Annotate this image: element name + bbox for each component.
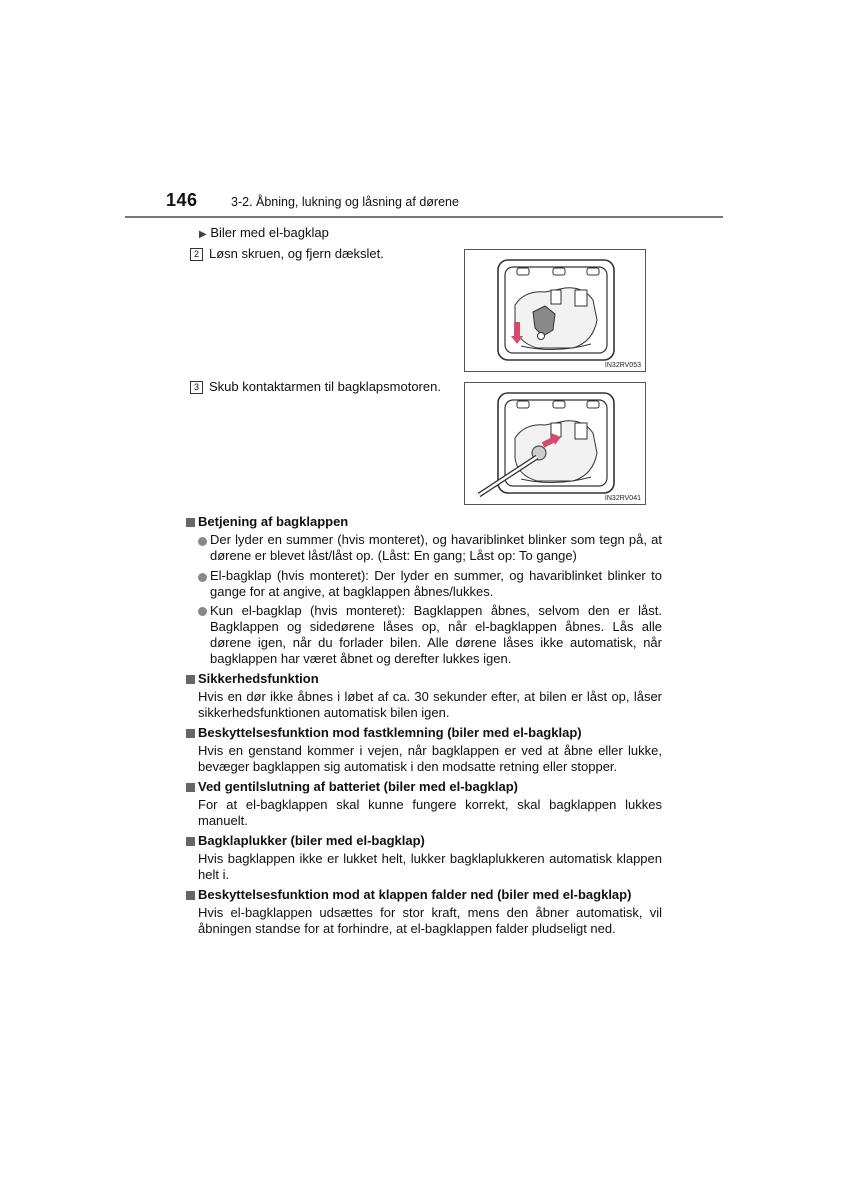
square-bullet-icon bbox=[186, 837, 195, 846]
section-text: Hvis en dør ikke åbnes i løbet af ca. 30 sekunder efter, at bilen er låst op, låser sikkerhedsfunktionen automatisk bilen igen. bbox=[198, 689, 662, 720]
section-heading: Bagklaplukker (biler med el-bagklap) bbox=[198, 833, 425, 848]
header-rule bbox=[125, 216, 723, 218]
bullet-text: El-bagklap (hvis monteret): Der lyder en summer, og havariblinket blinker to gange for at angive, at bagklappen åbnes/lukkes. bbox=[210, 568, 662, 599]
step-number: 3 bbox=[190, 381, 203, 394]
step-2 bbox=[190, 246, 384, 262]
subheading-text: Biler med el-bagklap bbox=[210, 225, 329, 240]
section-text: Hvis bagklappen ikke er lukket helt, lukker bagklaplukkeren automatisk klappen helt i. bbox=[198, 851, 662, 882]
step-text: Skub kontaktarmen til bagklapsmotoren. bbox=[209, 379, 441, 394]
circle-bullet-icon bbox=[198, 573, 207, 582]
section-text: For at el-bagklappen skal kunne fungere korrekt, skal bagklappen lukkes manuelt. bbox=[198, 797, 662, 828]
square-bullet-icon bbox=[186, 518, 195, 527]
step-3 bbox=[190, 379, 441, 395]
square-bullet-icon bbox=[186, 675, 195, 684]
figure-code: IN32RV053 bbox=[604, 362, 641, 369]
section-heading: Beskyttelsesfunktion mod at klappen falder ned (biler med el-bagklap) bbox=[198, 887, 632, 902]
figure-cover-removal bbox=[464, 249, 646, 372]
triangle-right-icon: ▶ bbox=[199, 229, 207, 240]
section-text: Hvis en genstand kommer i vejen, når bagklappen er ved at åbne eller lukke, bevæger bagklappen sig automatisk i den modsatte retning eller stopper. bbox=[198, 743, 662, 774]
page-number: 146 bbox=[166, 190, 198, 210]
figure-push-lever bbox=[464, 382, 646, 505]
step-text: Løsn skruen, og fjern dækslet. bbox=[209, 246, 384, 261]
bullet-text: Der lyder en summer (hvis monteret), og havariblinket blinker som tegn på, at dørene er blevet låst/låst op. (Låst: En gang; Låst op: To gange) bbox=[210, 532, 662, 563]
push-lever-illustration bbox=[465, 383, 645, 504]
square-bullet-icon bbox=[186, 783, 195, 792]
section-heading: Ved gentilslutning af batteriet (biler med el-bagklap) bbox=[198, 779, 518, 794]
circle-bullet-icon bbox=[198, 607, 207, 616]
cover-removal-illustration bbox=[465, 250, 645, 371]
subheading bbox=[199, 225, 329, 243]
section-title: 3-2. Åbning, lukning og låsning af dørene bbox=[231, 195, 459, 209]
bullet-text: Kun el-bagklap (hvis monteret): Bagklappen åbnes, selvom den er låst. Bagklappen og sidedørene låses op, når el-bagklappen åbnes. Lås alle dørene igen, når du forlader bilen. Alle dørene låses ikke automatisk, når bagklappen har været åbnet og derefter lukkes igen. bbox=[210, 603, 662, 666]
section-text: Hvis el-bagklappen udsættes for stor kraft, mens den åbner automatisk, vil åbningen standse for at forhindre, at el-bagklappen falder pludseligt ned. bbox=[198, 905, 662, 936]
section-heading: Beskyttelsesfunktion mod fastklemning (biler med el-bagklap) bbox=[198, 725, 582, 740]
square-bullet-icon bbox=[186, 729, 195, 738]
circle-bullet-icon bbox=[198, 537, 207, 546]
figure-code: IN32RV041 bbox=[604, 495, 641, 502]
section-heading: Sikkerhedsfunktion bbox=[198, 671, 319, 686]
section-heading: Betjening af bagklappen bbox=[198, 514, 349, 529]
square-bullet-icon bbox=[186, 891, 195, 900]
step-number: 2 bbox=[190, 248, 203, 261]
